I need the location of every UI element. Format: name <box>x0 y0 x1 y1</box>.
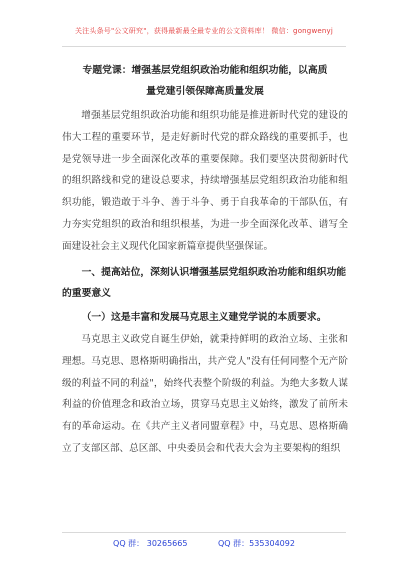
footer-qq-group-2: QQ 群：535304092 <box>218 539 295 548</box>
header-promo-note: 关注头条号"公文研究"，获得最新最全最专业的公文资料库！ 微信：gongwenyj <box>74 27 334 35</box>
footer-qq-group-1: QQ 群： 30265665 <box>113 539 188 548</box>
document-title-line-1: 专题党课：增强基层党组织政治功能和组织功能，以高质 <box>82 65 328 76</box>
document-title <box>62 60 348 102</box>
header-divider <box>62 46 346 47</box>
subsection-1-heading: （一）这是丰富和发展马克思主义建党学说的本质要求。 <box>81 312 327 324</box>
document-body <box>62 60 348 460</box>
footer-divider <box>62 532 346 533</box>
section-1-heading: 一、提高站位，深刻认识增强基层党组织政治功能和组织功能的重要意义 <box>62 266 347 300</box>
document-title-line-2: 量党建引领保障高质量发展 <box>146 86 264 97</box>
footer-contact <box>0 538 408 549</box>
subsection-1-paragraph: 马克思主义政党自诞生伊始，就秉持鲜明的政治立场、主张和理想。马克思、恩格斯明确指出，共产党人"没有任何同整个无产阶级的利益不同的利益"，始终代表整个阶级的利益。为绝大多数人谋利益的价值理念和政治立场，贯穿马克思主义始终，激发了前所未有的革命运动。在《共产主义者同盟章程》中，马克思、恩格斯确立了支部区部、总区部、中央委员会和代表大会为主要架构的组织 <box>62 333 348 454</box>
intro-paragraph: 增强基层党组织政治功能和组织功能是推进新时代党的建设的伟大工程的重要环节，是走好新时代党的群众路线的重要抓手，也是党领导进一步全面深化改革的重要保障。我们要坚决贯彻新时代的组织路线和党的建设总要求，持续增强基层党组织政治功能和组织功能，锻造敢于斗争、善于斗争、勇于自我革命的干部队伍，有力夯实党组织的政治和组织根基，为进一步全面深化改革、谱写全面建设社会主义现代化国家新篇章提供坚强保证。 <box>62 110 348 252</box>
